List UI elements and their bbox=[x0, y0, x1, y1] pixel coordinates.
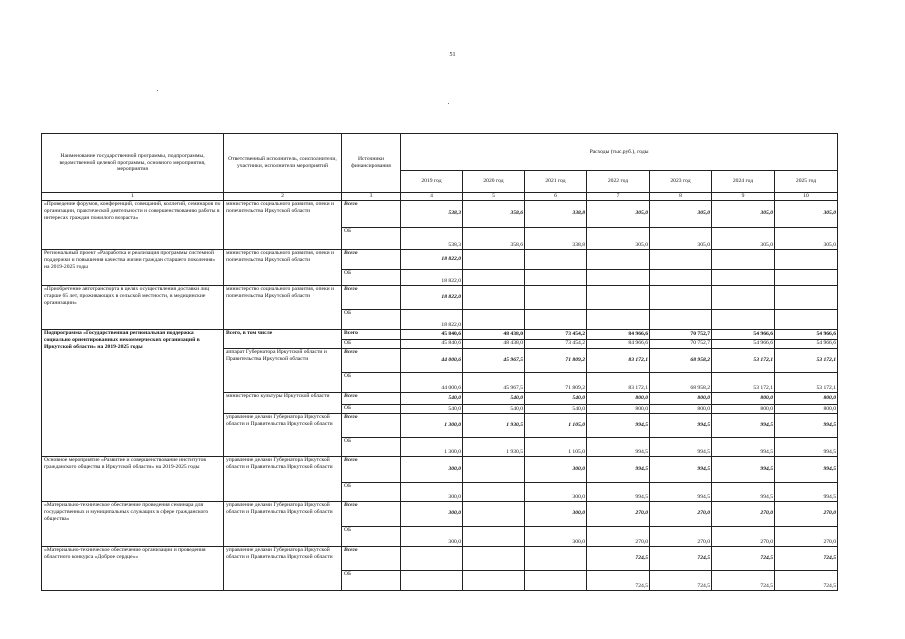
source-ob-label: ОБ bbox=[342, 526, 401, 546]
executor-name: министерство социального развития, опеки и попечительства Иркутской области bbox=[224, 200, 342, 249]
ob-value bbox=[712, 269, 775, 285]
ob-value: 540,0 bbox=[463, 404, 525, 413]
ob-value: 540,0 bbox=[525, 404, 587, 413]
total-value: 994,5 bbox=[650, 456, 712, 482]
ob-value bbox=[525, 269, 587, 285]
source-ob-label: ОБ bbox=[342, 227, 401, 249]
ob-value bbox=[463, 482, 525, 501]
ob-value: 300,0 bbox=[525, 526, 587, 546]
ob-value: 800,0 bbox=[775, 404, 838, 413]
ob-value: 54 966,6 bbox=[712, 339, 775, 348]
total-value: 724,5 bbox=[712, 546, 775, 570]
ob-value bbox=[587, 269, 650, 285]
header-year: 2022 год bbox=[587, 171, 650, 193]
total-value: 68 958,2 bbox=[650, 348, 712, 372]
column-number: 10 bbox=[775, 193, 838, 201]
ob-value: 800,0 bbox=[587, 404, 650, 413]
ob-value bbox=[401, 570, 463, 590]
ob-value: 300,0 bbox=[401, 526, 463, 546]
ob-value: 305,0 bbox=[712, 227, 775, 249]
total-value bbox=[463, 285, 525, 309]
ob-value: 48 438,0 bbox=[463, 339, 525, 348]
ob-value: 53 172,1 bbox=[775, 372, 838, 392]
total-value bbox=[775, 285, 838, 309]
total-value: 800,0 bbox=[650, 392, 712, 404]
executor-name: аппарат Губернатора Иркутской области и Правительства Иркутской области bbox=[224, 348, 342, 392]
ob-value: 994,5 bbox=[587, 437, 650, 456]
total-value: 270,0 bbox=[650, 501, 712, 526]
ob-value: 71 809,2 bbox=[525, 372, 587, 392]
executor-name: министерство культуры Иркутской области bbox=[224, 392, 342, 413]
ob-value: 45 840,6 bbox=[401, 339, 463, 348]
ob-value: 724,5 bbox=[775, 570, 838, 590]
header-year: 2020 год bbox=[463, 171, 525, 193]
source-total-label: Всего bbox=[342, 456, 401, 482]
column-number: 4 bbox=[401, 193, 463, 201]
table-row bbox=[42, 329, 838, 339]
ob-value: 270,0 bbox=[775, 526, 838, 546]
activity-name: Региональный проект «Разработка и реализация программы системной поддержки и повышения качества жизни граждан старшего поколения» на 2019-2025 годы bbox=[42, 249, 224, 285]
executor-name: министерство социального развития, опеки и попечительства Иркутской области bbox=[224, 249, 342, 285]
source-total-label: Всего bbox=[342, 392, 401, 404]
scan-speck bbox=[157, 90, 158, 91]
total-value bbox=[463, 501, 525, 526]
total-value: 54 966,6 bbox=[775, 329, 838, 339]
total-value bbox=[525, 546, 587, 570]
total-value: 994,5 bbox=[650, 413, 712, 437]
total-value: 83 172,1 bbox=[587, 348, 650, 372]
total-value: 270,0 bbox=[775, 501, 838, 526]
table-row bbox=[42, 285, 838, 309]
total-value: 1 930,5 bbox=[463, 413, 525, 437]
total-value: 994,5 bbox=[712, 456, 775, 482]
source-ob-label: ОБ bbox=[342, 372, 401, 392]
activity-name: Основное мероприятие «Развитие и совершенствование институтов гражданского общества в Иркутской области» на 2019-2025 годы bbox=[42, 456, 224, 501]
source-ob-label: ОБ bbox=[342, 404, 401, 413]
total-value: 538,3 bbox=[401, 200, 463, 227]
header-year: 2019 год bbox=[401, 171, 463, 193]
ob-value: 994,5 bbox=[587, 482, 650, 501]
source-total-label: Всего bbox=[342, 329, 401, 339]
ob-value bbox=[525, 570, 587, 590]
column-number: 1 bbox=[42, 193, 224, 201]
total-value: 358,6 bbox=[463, 200, 525, 227]
ob-value: 18 822,0 bbox=[401, 269, 463, 285]
ob-value: 70 752,7 bbox=[650, 339, 712, 348]
source-total-label: Всего bbox=[342, 200, 401, 227]
total-value: 994,5 bbox=[712, 413, 775, 437]
total-value: 54 966,6 bbox=[712, 329, 775, 339]
ob-value: 994,5 bbox=[650, 482, 712, 501]
executor-name: управление делами Губернатора Иркутской области и Правительства Иркутской области bbox=[224, 546, 342, 590]
ob-value bbox=[650, 309, 712, 329]
total-value: 45 967,5 bbox=[463, 348, 525, 372]
total-value bbox=[401, 546, 463, 570]
total-value: 73 454,2 bbox=[525, 329, 587, 339]
ob-value: 540,0 bbox=[401, 404, 463, 413]
ob-value: 53 172,1 bbox=[712, 372, 775, 392]
page-number: 51 bbox=[449, 52, 456, 58]
ob-value: 45 967,5 bbox=[463, 372, 525, 392]
total-value: 540,0 bbox=[525, 392, 587, 404]
total-value: 300,0 bbox=[525, 456, 587, 482]
total-value: 305,0 bbox=[650, 200, 712, 227]
total-value: 300,0 bbox=[401, 501, 463, 526]
column-number: 5 bbox=[463, 193, 525, 201]
ob-value bbox=[463, 570, 525, 590]
ob-value: 994,5 bbox=[712, 437, 775, 456]
ob-value bbox=[587, 309, 650, 329]
total-value: 70 752,7 bbox=[650, 329, 712, 339]
source-total-label: Всего bbox=[342, 546, 401, 570]
total-value: 270,0 bbox=[587, 501, 650, 526]
ob-value bbox=[463, 269, 525, 285]
ob-value: 305,0 bbox=[587, 227, 650, 249]
ob-value: 300,0 bbox=[401, 482, 463, 501]
total-value: 45 840,6 bbox=[401, 329, 463, 339]
ob-value: 358,6 bbox=[463, 227, 525, 249]
ob-value bbox=[650, 269, 712, 285]
total-value bbox=[712, 249, 775, 269]
total-value: 994,5 bbox=[587, 456, 650, 482]
total-value bbox=[650, 285, 712, 309]
ob-value: 994,5 bbox=[775, 437, 838, 456]
ob-value: 305,0 bbox=[775, 227, 838, 249]
executor-name: управление делами Губернатора Иркутской области и Правительства Иркутской области bbox=[224, 413, 342, 456]
column-number: 3 bbox=[342, 193, 401, 201]
total-value: 1 105,0 bbox=[525, 413, 587, 437]
source-ob-label: ОБ bbox=[342, 339, 401, 348]
ob-value: 724,5 bbox=[587, 570, 650, 590]
total-value bbox=[650, 249, 712, 269]
header-executor: Ответственный исполнитель, соисполнители, участники, исполнители мероприятий bbox=[224, 134, 342, 193]
executor-name: управление делами Губернатора Иркутской области и Правительства Иркутской области bbox=[224, 456, 342, 501]
total-value: 724,5 bbox=[650, 546, 712, 570]
source-total-label: Всего bbox=[342, 285, 401, 309]
ob-value: 44 000,6 bbox=[401, 372, 463, 392]
total-value bbox=[587, 285, 650, 309]
column-number: 9 bbox=[712, 193, 775, 201]
total-value: 724,5 bbox=[587, 546, 650, 570]
table-row bbox=[42, 546, 838, 570]
total-value bbox=[463, 546, 525, 570]
scan-speck bbox=[448, 103, 449, 104]
ob-value: 538,3 bbox=[401, 227, 463, 249]
total-value: 84 966,6 bbox=[587, 329, 650, 339]
column-number: 6 bbox=[525, 193, 587, 201]
total-value: 994,5 bbox=[775, 456, 838, 482]
ob-value: 1 105,0 bbox=[525, 437, 587, 456]
ob-value: 1 930,5 bbox=[463, 437, 525, 456]
ob-value bbox=[463, 309, 525, 329]
table-row bbox=[42, 456, 838, 482]
header-name: Наименование государственной программы, подпрограммы, ведомственной целевой программы, основного мероприятия, мероприятия bbox=[42, 134, 224, 193]
header-year: 2021 год bbox=[525, 171, 587, 193]
total-value: 53 172,1 bbox=[712, 348, 775, 372]
total-value bbox=[712, 285, 775, 309]
source-total-label: Всего bbox=[342, 413, 401, 437]
ob-value: 994,5 bbox=[775, 482, 838, 501]
ob-value: 54 966,6 bbox=[775, 339, 838, 348]
ob-value: 994,5 bbox=[712, 482, 775, 501]
total-value: 800,0 bbox=[587, 392, 650, 404]
header-year: 2025 год bbox=[775, 171, 838, 193]
ob-value: 1 300,0 bbox=[401, 437, 463, 456]
total-value bbox=[525, 249, 587, 269]
header-source: Источники финансирования bbox=[342, 134, 401, 193]
ob-value bbox=[775, 309, 838, 329]
total-value: 994,5 bbox=[775, 413, 838, 437]
source-ob-label: ОБ bbox=[342, 570, 401, 590]
source-total-label: Всего bbox=[342, 249, 401, 269]
ob-value: 994,5 bbox=[650, 437, 712, 456]
activity-name: «Приобретение автотранспорта в целях осуществления доставки лиц старше 65 лет, проживающих в сельской местности, в медицинские организации» bbox=[42, 285, 224, 329]
executor-name: управление делами Губернатора Иркутской области и Правительства Иркутской области bbox=[224, 501, 342, 546]
ob-value: 800,0 bbox=[712, 404, 775, 413]
activity-name: «Проведение форумов, конференций, совещаний, коллегий, семинаров по организации, практической деятельности и совершенствованию работы в интересах граждан пожилого возраста» bbox=[42, 200, 224, 249]
header-year: 2024 год bbox=[712, 171, 775, 193]
total-value: 540,0 bbox=[401, 392, 463, 404]
ob-value: 338,8 bbox=[525, 227, 587, 249]
source-ob-label: ОБ bbox=[342, 309, 401, 329]
ob-value: 300,0 bbox=[525, 482, 587, 501]
table-row bbox=[42, 200, 838, 227]
total-value bbox=[525, 285, 587, 309]
header-expenses: Расходы (тыс.руб.), годы bbox=[401, 134, 838, 171]
ob-value: 73 454,2 bbox=[525, 339, 587, 348]
header-year: 2023 год bbox=[650, 171, 712, 193]
column-number: 2 bbox=[224, 193, 342, 201]
ob-value: 270,0 bbox=[587, 526, 650, 546]
column-number: 8 bbox=[650, 193, 712, 201]
total-value bbox=[587, 249, 650, 269]
total-value: 724,5 bbox=[775, 546, 838, 570]
total-value: 994,5 bbox=[587, 413, 650, 437]
total-value bbox=[775, 249, 838, 269]
total-value: 300,0 bbox=[401, 456, 463, 482]
activity-name: «Материально-техническое обеспечение проведения семинара для государственных и муниципальных служащих в сфере гражданского общества» bbox=[42, 501, 224, 546]
total-value: 18 822,0 bbox=[401, 249, 463, 269]
ob-value: 68 958,2 bbox=[650, 372, 712, 392]
total-value: 800,0 bbox=[712, 392, 775, 404]
total-value: 305,0 bbox=[775, 200, 838, 227]
total-value: 44 000,6 bbox=[401, 348, 463, 372]
total-value: 18 822,0 bbox=[401, 285, 463, 309]
ob-value: 800,0 bbox=[650, 404, 712, 413]
total-value: 48 438,0 bbox=[463, 329, 525, 339]
source-ob-label: ОБ bbox=[342, 269, 401, 285]
ob-value: 84 966,6 bbox=[587, 339, 650, 348]
ob-value: 270,0 bbox=[712, 526, 775, 546]
total-value: 300,0 bbox=[525, 501, 587, 526]
total-value: 1 300,0 bbox=[401, 413, 463, 437]
executor-name: министерство социального развития, опеки и попечительства Иркутской области bbox=[224, 285, 342, 329]
ob-value: 724,5 bbox=[650, 570, 712, 590]
total-value bbox=[463, 249, 525, 269]
source-total-label: Всего bbox=[342, 501, 401, 526]
ob-value: 724,5 bbox=[712, 570, 775, 590]
total-value: 540,0 bbox=[463, 392, 525, 404]
source-ob-label: ОБ bbox=[342, 437, 401, 456]
total-value: 270,0 bbox=[712, 501, 775, 526]
ob-value: 270,0 bbox=[650, 526, 712, 546]
activity-name: «Материально-техническое обеспечение организации и проведения областного конкурса «Доброе сердце»» bbox=[42, 546, 224, 590]
ob-value: 18 822,0 bbox=[401, 309, 463, 329]
source-total-label: Всего bbox=[342, 348, 401, 372]
ob-value bbox=[525, 309, 587, 329]
total-value: 71 809,2 bbox=[525, 348, 587, 372]
table-row bbox=[42, 249, 838, 269]
ob-value: 305,0 bbox=[650, 227, 712, 249]
ob-value bbox=[775, 269, 838, 285]
source-ob-label: ОБ bbox=[342, 482, 401, 501]
executor-total-incl: Всего, в том числе bbox=[224, 329, 342, 348]
total-value: 338,8 bbox=[525, 200, 587, 227]
total-value: 53 172,1 bbox=[775, 348, 838, 372]
ob-value bbox=[463, 526, 525, 546]
subprogram-name: Подпрограмма «Государственная региональная поддержка социально ориентированных некоммерческих организаций в Иркутской области» на 2019-2025 годы bbox=[42, 329, 224, 456]
total-value: 305,0 bbox=[587, 200, 650, 227]
total-value: 800,0 bbox=[775, 392, 838, 404]
budget-table bbox=[41, 133, 838, 591]
column-number: 7 bbox=[587, 193, 650, 201]
table-row bbox=[42, 501, 838, 526]
total-value bbox=[463, 456, 525, 482]
ob-value: 83 172,1 bbox=[587, 372, 650, 392]
ob-value bbox=[712, 309, 775, 329]
total-value: 305,0 bbox=[712, 200, 775, 227]
